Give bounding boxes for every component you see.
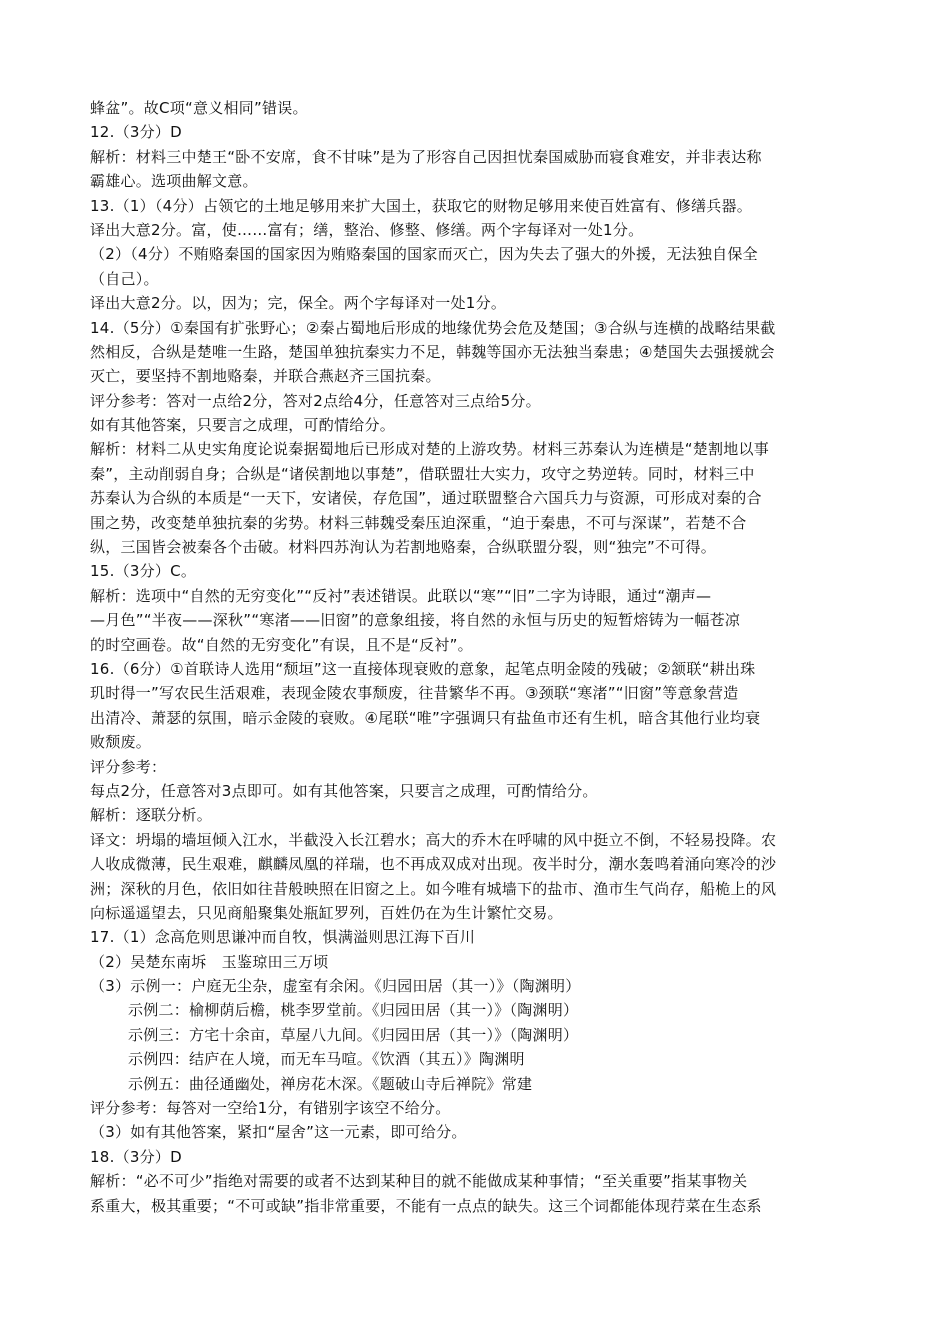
question-13-answer: 13.（1）（4分）占领它的土地足够用来扩大国土，获取它的财物足够用来使百姓富有、修缮兵器。 [90,196,752,215]
text-line: 围之势，改变楚单独抗秦的劣势。材料三韩魏受秦压迫深重，“迫于秦患，不可与深谋”，若楚不合 [90,513,747,532]
text-line: 解析：选项中“自然的无穷变化”“反衬”表述错误。此联以“寒”“旧”二字为诗眼，通过“潮声— [90,586,712,605]
text-line: 玑时得一”写农民生活艰难，表现金陵农事颓废，往昔繁华不再。③颈联“寒渚”“旧窗”等意象营造 [90,684,739,703]
text-line: 如有其他答案，只要言之成理，可酌情给分。 [90,416,396,435]
text-line: 灭亡，要坚持不割地赂秦，并联合燕赵齐三国抗秦。 [90,367,441,386]
text-line: 解析：“必不可少”指绝对需要的或者不达到某种目的就不能做成某种事情；“至关重要”指某事物关 [90,1172,748,1191]
text-line: 出清冷、萧瑟的氛围，暗示金陵的衰败。④尾联“唯”字强调只有盐鱼市还有生机，暗含其他行业均衰 [90,708,761,727]
example-line: 示例五：曲径通幽处，禅房花木深。《题破山寺后禅院》常建 [128,1074,533,1093]
text-line: 苏秦认为合纵的本质是“一天下，安诸侯，存危国”，通过联盟整合六国兵力与资源，可形成对秦的合 [90,489,762,508]
text-line: 的时空画卷。故“自然的无穷变化”有误，且不是“反衬”。 [90,635,473,654]
text-line: 人收成微薄，民生艰难，麒麟凤凰的祥瑞，也不再成双成对出现。夜半时分，潮水轰鸣着涌向寒冷的沙 [90,855,777,874]
text-line: （3）示例一：户庭无尘杂，虚室有余闲。《归园田居（其一）》（陶渊明） [90,977,581,996]
text-line: （2）吴楚东南坼 玉鉴琼田三万顷 [90,952,329,971]
text-line: —月色”“半夜——深秋”“寒渚——旧窗”的意象组接，将自然的永恒与历史的短暂熔铸为一幅苍凉 [90,611,741,630]
text-line: 败颓废。 [90,733,152,752]
text-line: （2）（4分）不贿赂秦国的国家因为贿赂秦国的国家而灭亡，因为失去了强大的外援，无法独自保全 [90,245,758,264]
text-line: 评分参考：答对一点给2分，答对2点给4分，任意答对三点给5分。 [90,391,541,410]
text-line: （3）如有其他答案，紧扣“屋舍”这一元素，即可给分。 [90,1123,467,1142]
text-line: （自己）。 [90,269,159,288]
question-14-answer: 14.（5分）①秦国有扩张野心；②秦占蜀地后形成的地缘优势会危及楚国；③合纵与连横的战略结果截 [90,318,776,337]
question-15-answer: 15.（3分）C。 [90,562,197,581]
answer-key-page [90,96,870,1218]
text-line: 蜂盆”。故C项“意义相同”错误。 [90,99,308,117]
text-line: 译文：坍塌的墙垣倾入江水，半截没入长江碧水；高大的乔木在呼啸的风中挺立不倒，不轻易投降。农 [90,830,777,849]
text-line: 译出大意2分。富，使……富有；缮，整治、修整、修缮。两个字每译对一处1分。 [90,220,644,239]
question-18-answer: 18.（3分）D [90,1147,182,1166]
text-line: 秦”，主动削弱自身；合纵是“诸侯割地以事楚”，借联盟壮大实力，攻守之势逆转。同时，材料三中 [90,464,755,483]
text-line: 每点2分，任意答对3点即可。如有其他答案，只要言之成理，可酌情给分。 [90,781,598,800]
question-16-answer: 16.（6分）①首联诗人选用“颓垣”这一直接体现衰败的意象，起笔点明金陵的残破；②颔联“耕出珠 [90,659,756,678]
text-line: 评分参考：每答对一空给1分，有错别字该空不给分。 [90,1099,451,1118]
text-line: 纵，三国皆会被秦各个击破。材料四苏洵认为若割地赂秦，合纵联盟分裂，则“独完”不可得。 [90,538,717,557]
question-12-answer: 12.（3分）D [90,123,182,142]
text-line: 解析：逐联分析。 [90,806,213,825]
example-line: 示例三：方宅十余亩，草屋八九间。《归园田居（其一）》（陶渊明） [128,1025,579,1044]
text-line: 霸雄心。选项曲解文意。 [90,172,258,191]
question-17-answer: 17.（1）念高危则思谦冲而自牧，惧满溢则思江海下百川 [90,928,476,947]
text-line: 评分参考： [90,757,167,776]
text-line: 洲；深秋的月色，依旧如往昔般映照在旧窗之上。如今唯有城墙下的盐市、渔市生气尚存，船桅上的风 [90,879,777,898]
text-line: 解析：材料二从史实角度论说秦据蜀地后已形成对楚的上游攻势。材料三苏秦认为连横是“楚割地以事 [90,440,770,459]
text-line: 译出大意2分。以，因为；完，保全。两个字每译对一处1分。 [90,294,507,313]
text-line: 解析：材料三中楚王“卧不安席，食不甘味”是为了形容自己因担忧秦国威胁而寝食难安，并非表达称 [90,147,762,166]
text-line: 向标遥遥望去，只见商船聚集处瓶缸罗列，百姓仍在为生计繁忙交易。 [90,903,563,922]
text-line: 然相反，合纵是楚唯一生路，楚国单独抗秦实力不足，韩魏等国亦无法独当秦患；④楚国失去强援就会 [90,342,775,361]
example-line: 示例四：结庐在人境，而无车马喧。《饮酒（其五）》陶渊明 [128,1050,525,1069]
text-line: 系重大，极其重要；“不可或缺”指非常重要，不能有一点点的缺失。这三个词都能体现荇菜在生态系 [90,1196,762,1215]
example-line: 示例二：榆柳荫后檐，桃李罗堂前。《归园田居（其一）》（陶渊明） [128,1001,579,1020]
